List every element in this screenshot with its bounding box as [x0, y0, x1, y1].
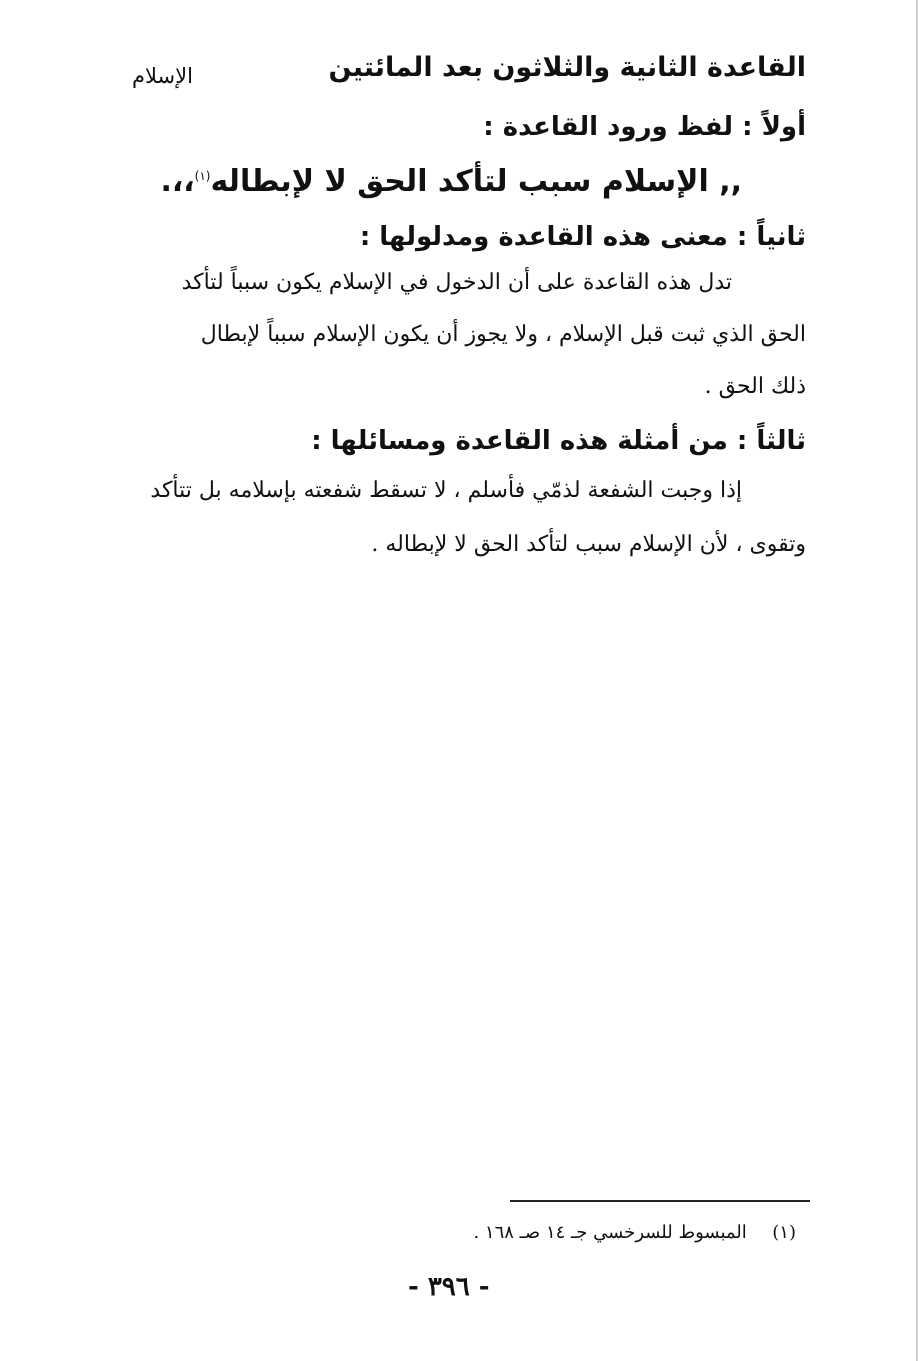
section-heading-examples: ثالثاً : من أمثلة هذه القاعدة ومسائلها :	[311, 426, 806, 456]
rule-text: ,, الإسلام سبب لتأكد الحق لا لإبطاله	[210, 164, 742, 199]
paragraph-line: ذلك الحق .	[704, 374, 806, 399]
footnote-number: (١)	[772, 1222, 796, 1243]
paragraph-line: وتقوى ، لأن الإسلام سبب لتأكد الحق لا لإبطاله .	[371, 532, 806, 557]
paragraph-line: الحق الذي ثبت قبل الإسلام ، ولا يجوز أن يكون الإسلام سبباً لإبطال	[200, 322, 806, 347]
footnote-text: المبسوط للسرخسي جـ ١٤ صـ ١٦٨ .	[473, 1222, 747, 1243]
footnote-ref: (١)	[194, 169, 211, 183]
paragraph-line: تدل هذه القاعدة على أن الدخول في الإسلام يكون سبباً لتأكد	[181, 270, 732, 295]
section-heading-meaning: ثانياً : معنى هذه القاعدة ومدلولها :	[359, 222, 806, 252]
rule-close: ،،.	[160, 164, 195, 199]
paragraph-line: إذا وجبت الشفعة لذمّي فأسلم ، لا تسقط شفعته بإسلامه بل تتأكد	[150, 478, 742, 503]
footnote	[473, 1222, 796, 1243]
chapter-title: القاعدة الثانية والثلاثون بعد المائتين	[328, 52, 806, 83]
rule-statement	[160, 164, 742, 199]
section-heading-wording: أولاً : لفظ ورود القاعدة :	[483, 112, 806, 142]
running-topic: الإسلام	[132, 64, 193, 88]
page-number: - ٣٩٦ -	[408, 1272, 490, 1302]
footnote-separator	[510, 1200, 810, 1202]
